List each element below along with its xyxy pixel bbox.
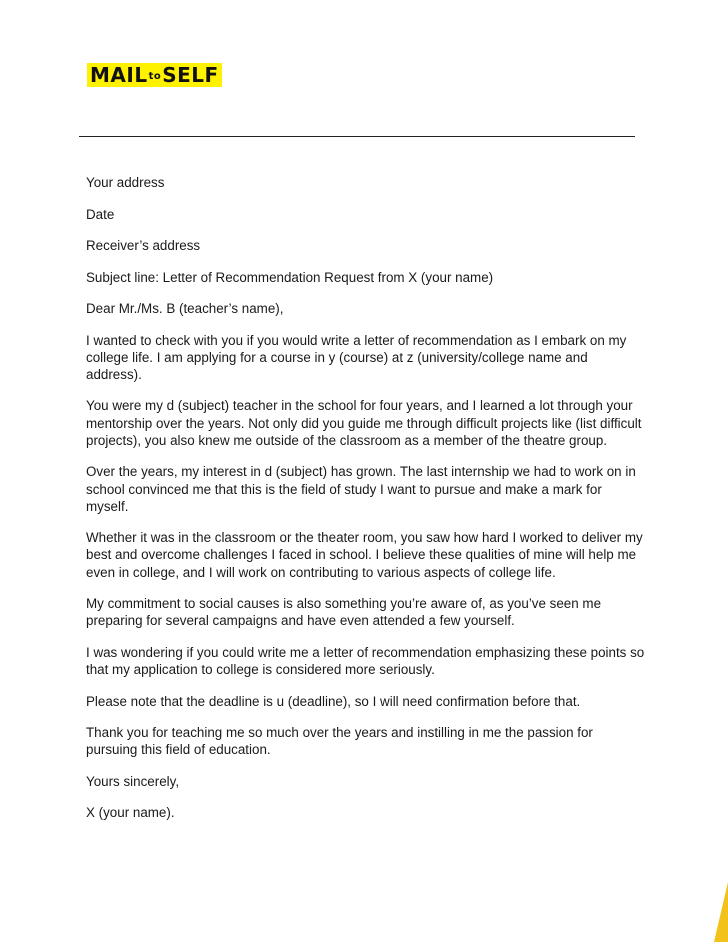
letter-date: Date	[86, 206, 115, 222]
sender-address: Your address	[86, 175, 165, 190]
paragraph: Over the years, my interest in d (subject) has grown. The last internship we had to work on in school convinced me that this is the field of study I want to pursue and make a mark for myself.	[86, 464, 636, 514]
paragraph: I wanted to check with you if you would write a letter of recommendation as I embark on my college life. I am applying for a course in y (course) at z (university/college name and address).	[86, 332, 627, 382]
paragraph: Whether it was in the classroom or the theater room, you saw how hard I worked to deliver my best and overcome challenges I faced in school. I believe these qualities of mine will help me even in college, and I will work on contributing to various aspects of college life.	[86, 530, 643, 580]
paragraph: I was wondering if you could write me a letter of recommendation emphasizing these points so that my application to college is considered more seriously.	[86, 644, 645, 678]
closing: Yours sincerely,	[86, 773, 180, 789]
brand-logo-part-self: SELF	[162, 63, 219, 87]
brand-logo	[87, 63, 222, 87]
paragraph: Thank you for teaching me so much over the years and instilling in me the passion for pursuing this field of education.	[86, 725, 593, 758]
salutation: Dear Mr./Ms. B (teacher’s name),	[86, 301, 284, 316]
paragraph: My commitment to social causes is also something you’re aware of, as you’ve seen me preparing for several campaigns and have even attended a few yourself.	[86, 596, 602, 629]
brand-logo-part-to: to	[148, 71, 162, 82]
brand-logo-part-mail: MAIL	[90, 63, 148, 87]
corner-decoration	[714, 882, 728, 942]
letter-body	[86, 174, 646, 836]
corner-decoration-shape	[714, 882, 728, 942]
signature: X (your name).	[86, 805, 175, 821]
receiver-address: Receiver’s address	[86, 238, 201, 253]
subject-line: Subject line: Letter of Recommendation Request from X (your name)	[86, 269, 494, 285]
paragraph: Please note that the deadline is u (deadline), so I will need confirmation before that.	[86, 693, 581, 709]
header-divider	[79, 136, 635, 137]
paragraph: You were my d (subject) teacher in the school for four years, and I learned a lot through your mentorship over the years. Not only did you guide me through difficult projects like (list difficult projects), you also knew me outside of the classroom as a member of the theatre group.	[86, 398, 642, 448]
